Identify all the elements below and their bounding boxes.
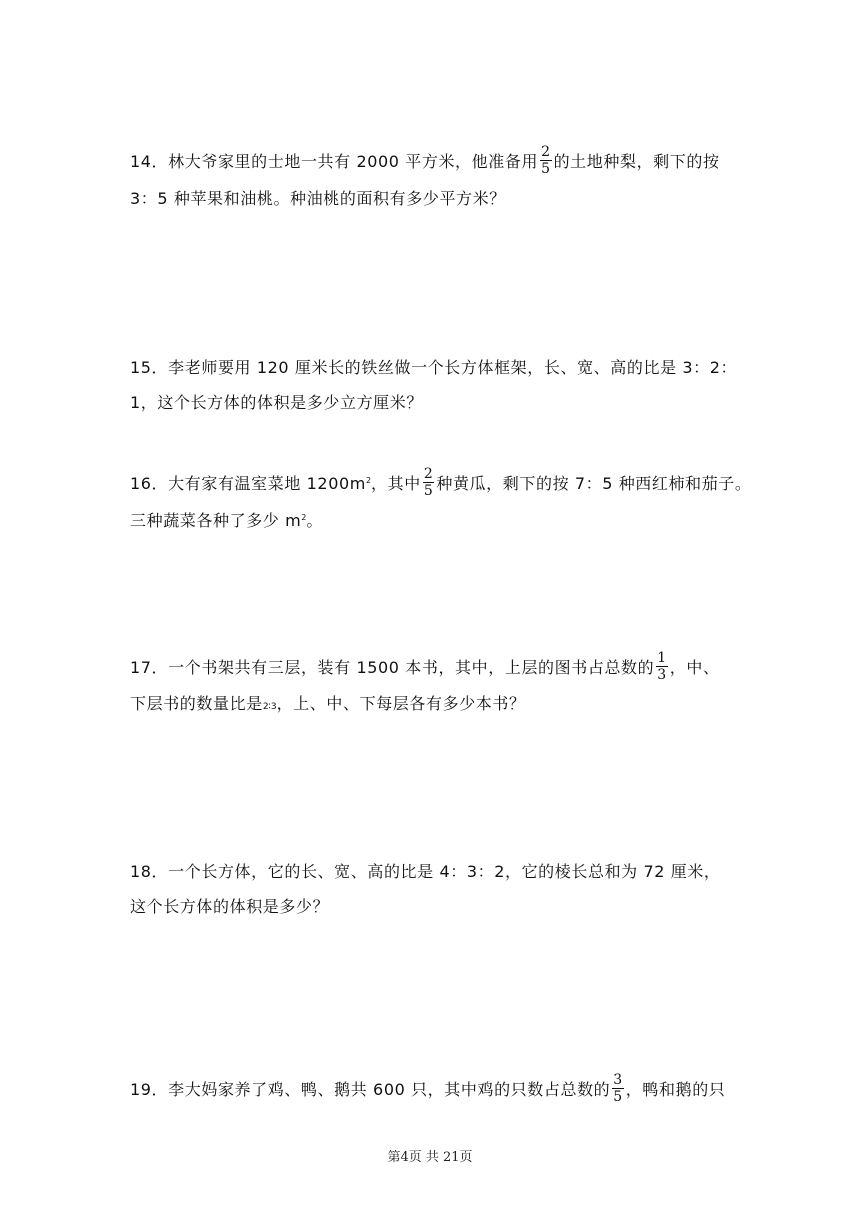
page-footer: 第4页 共 21页 bbox=[387, 1150, 473, 1165]
q14-text-a: 14．林大爷家里的士地一共有 2000 平方米，他准备用 bbox=[130, 152, 539, 171]
q14-fraction: $\frac{2}{5}$ bbox=[541, 144, 551, 177]
q16-fraction: $\frac{2}{5}$ bbox=[423, 466, 434, 499]
q17-text-b: ，中、 bbox=[669, 658, 720, 677]
question-16-line-2 bbox=[130, 508, 323, 531]
q19-text-b: ，鸭和鹅的只 bbox=[625, 1080, 726, 1099]
q16-text-c: 种黄瓜，剩下的按 7：5 种西红柿和茄子。 bbox=[436, 474, 752, 493]
question-15-line-1: 15．李老师要用 120 厘米长的铁丝做一个长方体框架，长、宽、高的比是 3：2： bbox=[130, 358, 738, 377]
question-14-line-2: 3：5 种苹果和油桃。种油桃的面积有多少平方米？ bbox=[130, 189, 506, 208]
q19-text-a: 19．李大妈家养了鸡、鸭、鹅共 600 只，其中鸡的只数占总数的 bbox=[130, 1080, 611, 1099]
q19-fraction: $\frac{3}{5}$ bbox=[613, 1072, 623, 1105]
q17-text-c: 下层书的数量比是 bbox=[130, 694, 263, 713]
q16-superscript-2: 2 bbox=[301, 513, 307, 522]
q14-text-b: 的土地种梨，剩下的按 bbox=[553, 152, 720, 171]
q17-fraction: $\frac{1}{3}$ bbox=[657, 650, 667, 683]
question-18-line-1: 18．一个长方体，它的长、宽、高的比是 4：3：2，它的棱长总和为 72 厘米， bbox=[130, 862, 721, 881]
question-15-line-2: 1，这个长方体的体积是多少立方厘米？ bbox=[130, 393, 423, 412]
question-19-line-1 bbox=[130, 1074, 725, 1107]
question-17-line-1 bbox=[130, 652, 720, 685]
q17-ratio: 2∶3 bbox=[262, 702, 277, 712]
question-14-line-1 bbox=[130, 146, 720, 179]
question-18-line-2: 这个长方体的体积是多少？ bbox=[130, 897, 330, 916]
q16-text-d: 三种蔬菜各种了多少 m bbox=[130, 511, 302, 530]
question-16-line-1 bbox=[130, 468, 752, 501]
q17-text-d: ，上、中、下每层各有多少本书？ bbox=[276, 694, 526, 713]
question-17-line-2 bbox=[130, 694, 526, 717]
q17-text-a: 17．一个书架共有三层，装有 1500 本书，其中，上层的图书占总数的 bbox=[130, 658, 655, 677]
q16-text-a: 16．大有家有温室菜地 1200m bbox=[130, 474, 366, 493]
q16-text-b: ，其中 bbox=[371, 474, 421, 493]
q16-superscript-1: 2 bbox=[365, 476, 372, 485]
q16-text-e: 。 bbox=[306, 511, 323, 530]
